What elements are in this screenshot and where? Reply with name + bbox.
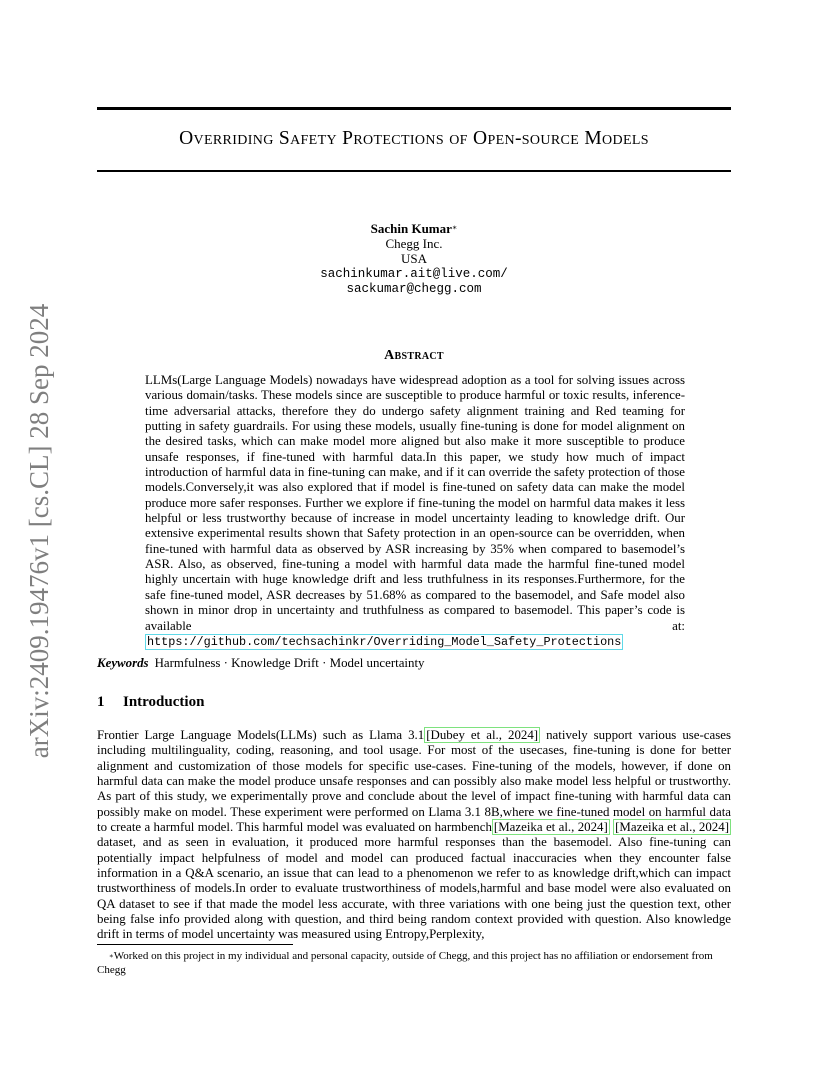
citation-link-dubey[interactable]: [Dubey et al., 2024] xyxy=(426,728,539,742)
keywords-label: Keywords xyxy=(97,656,149,670)
abstract-body xyxy=(145,373,685,650)
code-repository-link[interactable]: https://github.com/techsachinkr/Overriding_Model_Safety_Protections xyxy=(147,634,622,649)
author-country: USA xyxy=(400,251,427,267)
arxiv-stamp-text: arXiv:2409.19476v1 [cs.CL] 28 Sep 2024 xyxy=(24,303,54,759)
author-email-secondary: sackumar@chegg.com xyxy=(346,281,482,296)
introduction-paragraph xyxy=(97,728,731,943)
footnote-marker: ∗ xyxy=(109,952,114,960)
section-title: Introduction xyxy=(123,694,205,710)
author-name: Sachin Kumar xyxy=(370,221,452,236)
keywords-line xyxy=(97,656,731,671)
citation-link-mazeika-1[interactable]: [Mazeika et al., 2024] xyxy=(493,820,608,835)
author-footnote-marker: ∗ xyxy=(451,223,458,232)
author-affiliation: Chegg Inc. xyxy=(385,236,443,252)
paper-title: Overriding Safety Protections of Open-source Models xyxy=(179,128,649,149)
section-heading-introduction xyxy=(97,694,204,711)
abstract-heading: Abstract xyxy=(384,348,444,363)
intro-text-2: natively support various use-cases including multilinguality, coding, reasoning, and tool usage. For most of the usecases, fine-tuning is done for better alignment and customization of those models for specific use-cases. Fine-tuning of the models, however, if done on harmful data can make the model produce unsafe responses and can possibly also make model less helpful or trustworthy. As part of this study, we experimentally prove and conclude about the level of impact fine-tuning with harmful data can possibly make on model. These experiment were performed on Llama 3.1 8B,where we fine-tuned model on harmful data to create a harmful model. This harmful model was evaluated on harmbench xyxy=(97,728,732,835)
section-number: 1 xyxy=(97,694,105,710)
citation-link-mazeika-2[interactable]: [Mazeika et al., 2024] xyxy=(615,820,729,835)
footnote-rule xyxy=(97,944,293,945)
intro-text-4: dataset, and as seen in evaluation, it produced more harmful responses than the basemodel. Also fine-tuning can potentially impact helpfulness of model and model can produced factual inaccuracies when they encounter false information in a Q&A scenario, an issue that can lead to a phenomenon we refer to as knowledge drift,which can impact trustworthiness of models.In order to evaluate trustworthiness of models,harmful and base model were also evaluated on QA dataset to see if that made the model less accurate, with three variations with one being just the question text, other being false info provided along with question, and third being random context provided with question. Also knowledge drift in terms of model uncertainty was measured using Entropy,Perplexity, xyxy=(97,835,731,942)
intro-text-1: Frontier Large Language Models(LLMs) such as Llama 3.1 xyxy=(97,728,425,742)
title-bottom-rule xyxy=(97,170,731,172)
author-email-primary: sachinkumar.ait@live.com/ xyxy=(320,266,508,281)
author-block xyxy=(97,221,731,297)
footnote xyxy=(97,950,731,977)
title-top-rule xyxy=(97,107,731,110)
arxiv-identifier-stamp xyxy=(22,296,56,766)
abstract-text: LLMs(Large Language Models) nowadays have widespread adoption as a tool for solving issues across various domain/tasks. These models since are susceptible to produce harmful or toxic results, inference-time adversarial attacks, therefore they do undergo safety alignment training and Red teaming for putting in safety guardrails. For using these models, usually fine-tuning is done for model alignment on the desired tasks, which can make model more aligned but also make it more susceptible to produce unsafe responses, if fine-tuned with harmful data.In this paper, we study how much of impact introduction of harmful data in fine-tuning can make, and if it can override the safety protection of those models.Conversely,it was also explored that if model is fine-tuned on safety data can make the model produce more safer responses. Further we explore if fine-tuning the model on harmful data makes it less helpful or less trustworthy because of increase in model uncertainty leading to knowledge drift. Our extensive experimental results shown that Safety protection in an open-source can be overridden, when fine-tuned with harmful data as observed by ASR increasing by 35% when compared to basemodel’s ASR. Also, as observed, fine-tuning a model with harmful data made the harmful fine-tuned model highly uncertain with huge knowledge drift and less truthfulness in its responses.Furthermore, for the safe fine-tuned model, ASR decreases by 51.68% as compared to the basemodel, and Safe model also shown in minor drop in uncertainty and truthfulness as compared to basemodel. This paper’s code is available at: xyxy=(145,373,685,633)
keywords-text: Harmfulness · Knowledge Drift · Model uncertainty xyxy=(154,656,425,670)
footnote-text: Worked on this project in my individual and personal capacity, outside of Chegg, and this project has no affiliation or endorsement from Chegg xyxy=(97,950,713,976)
arxiv-stamp-svg xyxy=(22,296,56,766)
